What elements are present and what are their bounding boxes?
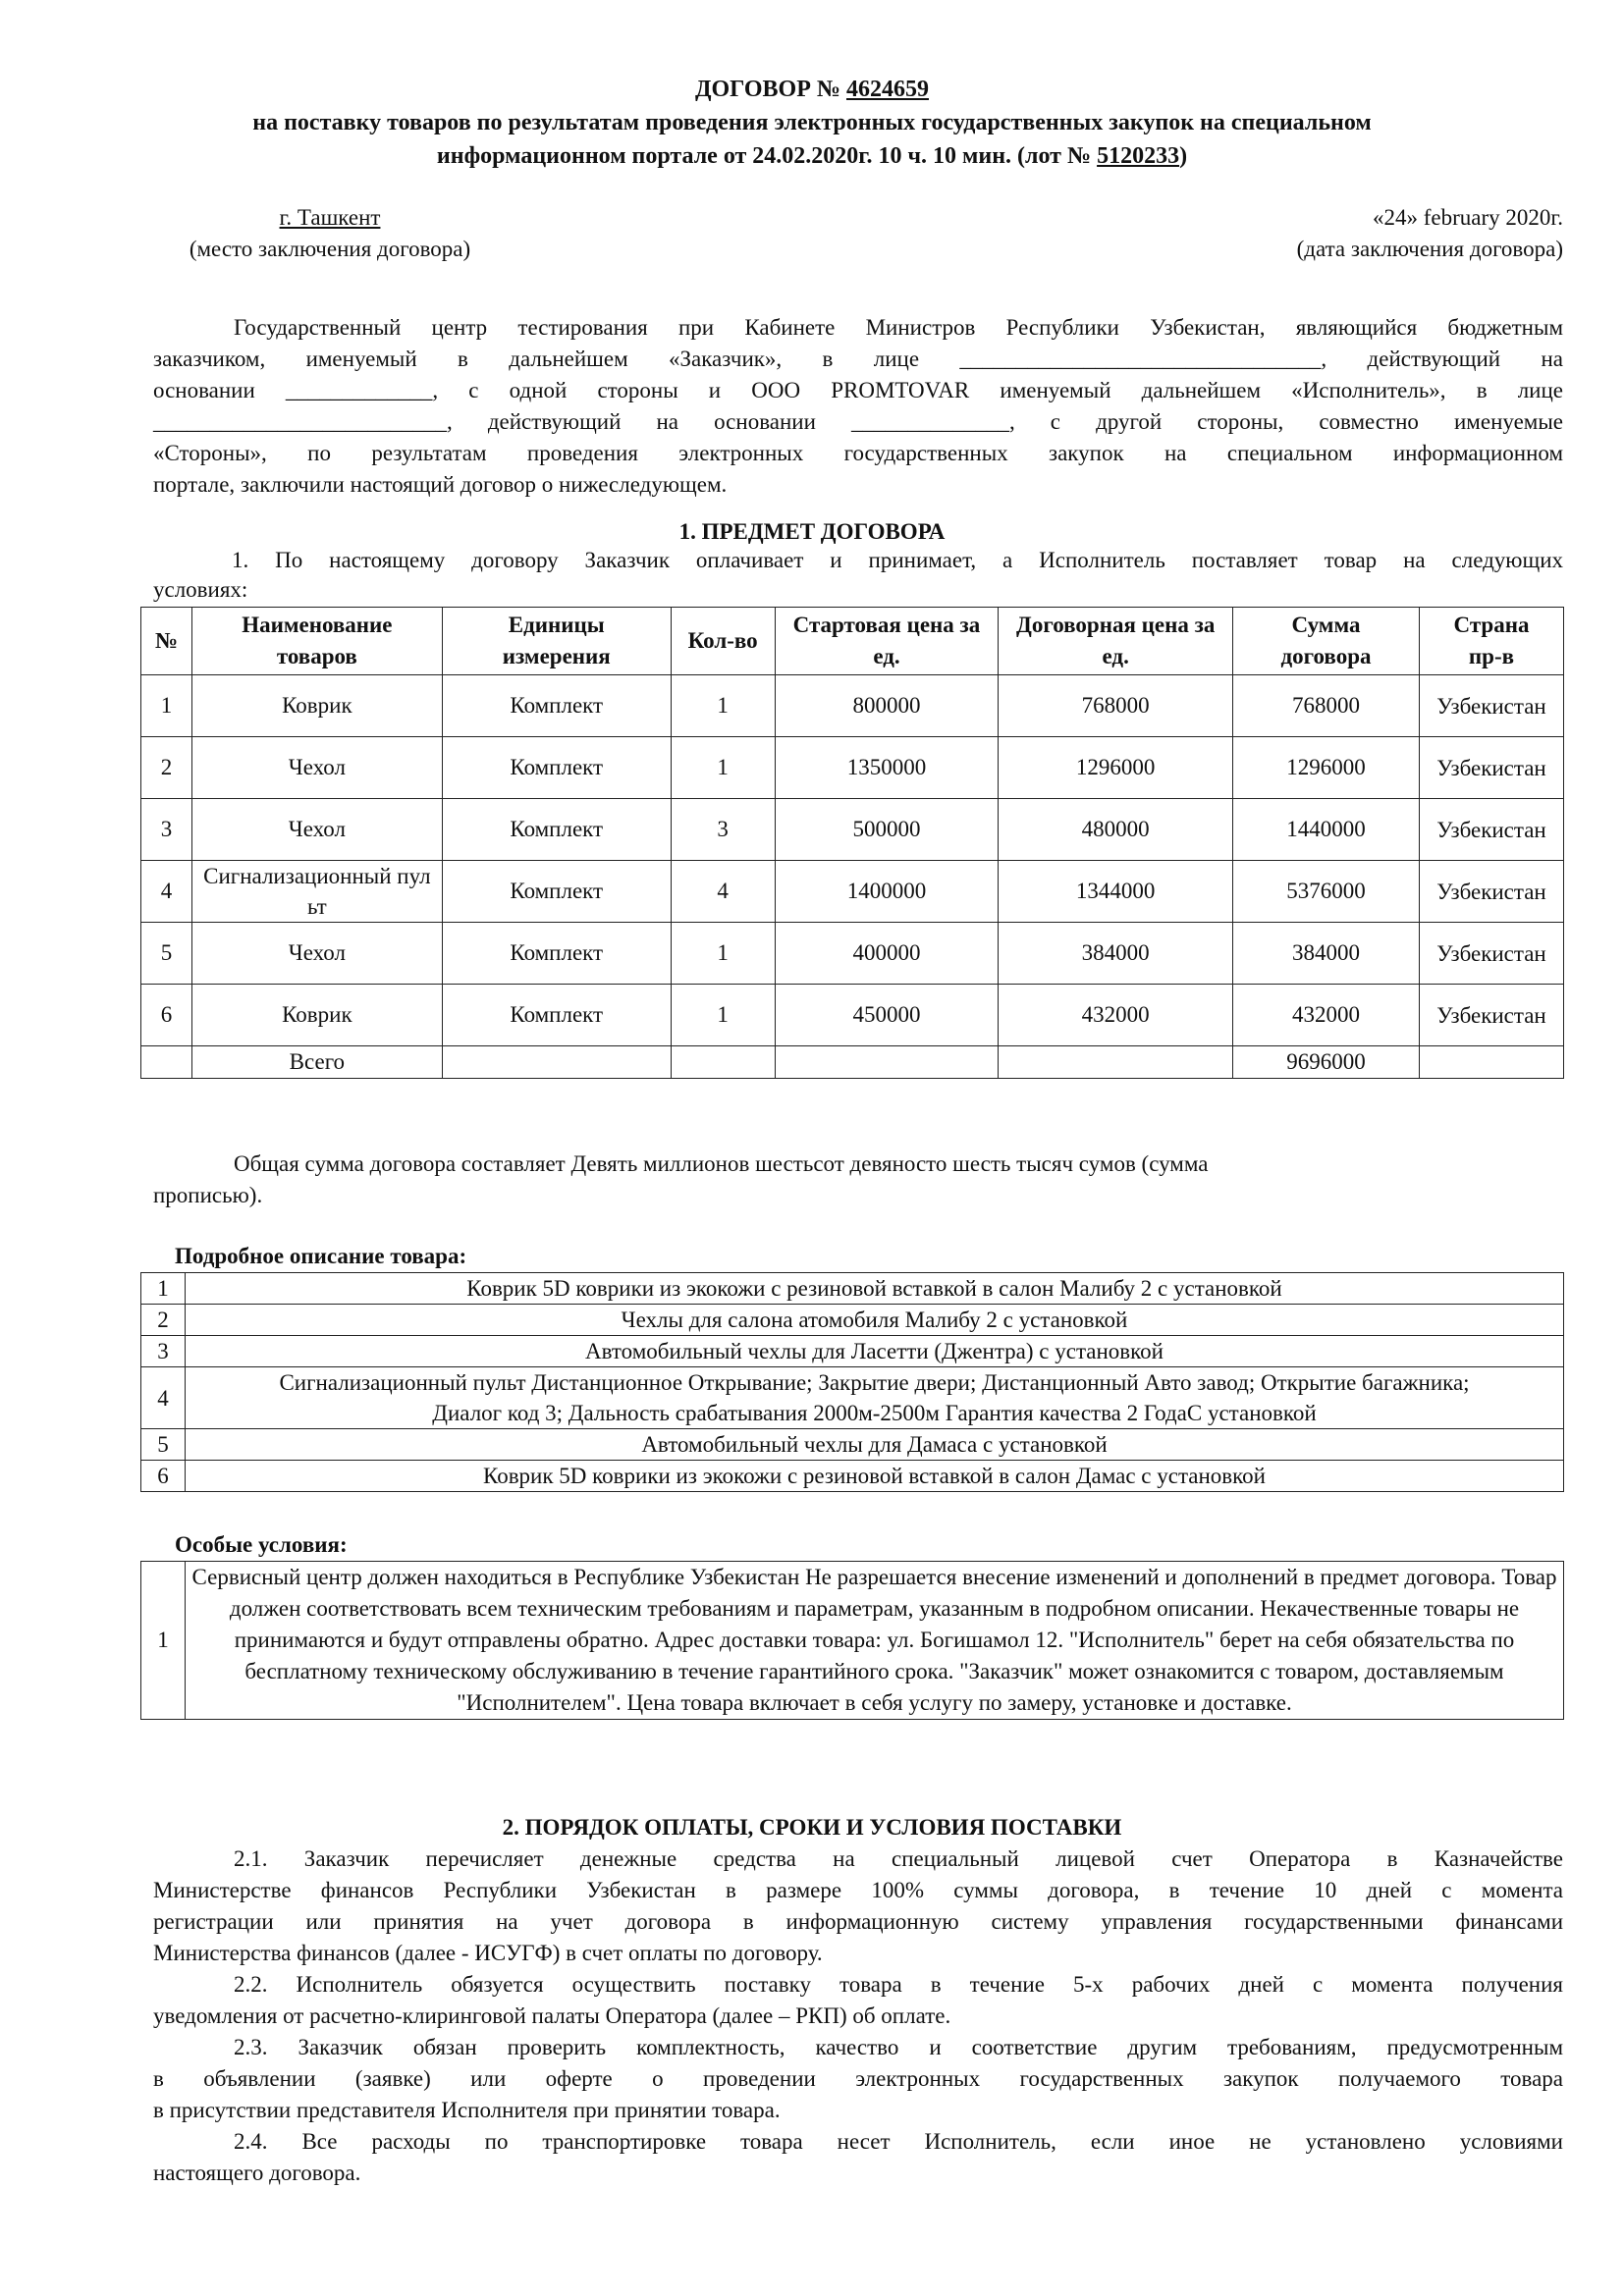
col-header-contract-price: Договорная цена за ед.: [999, 608, 1233, 675]
table-row: 2 Чехол Комплект 1 1350000 1296000 1296000 Узбекистан: [141, 737, 1564, 799]
contract-title: ДОГОВОР № 4624659: [695, 77, 929, 102]
col-header-unit: Единицы измерения: [442, 608, 671, 675]
section1-title: 1. ПРЕДМЕТ ДОГОВОРА: [678, 519, 946, 544]
intro-line: «Стороны», по результатам проведения электронных государственных закупок на специальном информационном: [153, 441, 1563, 465]
description-table: [140, 1272, 1564, 1492]
intro-line: основании _____________, с одной стороны и ООО PROMTOVAR именуемый дальнейшем «Исполнитель», в лице: [153, 378, 1563, 402]
table-row: 4 Сигнализационный пульт Комплект 4 1400000 1344000 5376000 Узбекистан: [141, 861, 1564, 923]
description-title: Подробное описание товара:: [175, 1244, 467, 1268]
contract-subtitle-line2: информационном портале от 24.02.2020г. 10 ч. 10 мин. (лот № 5120233): [436, 143, 1188, 169]
section1-paragraph: [153, 546, 1563, 605]
goods-table: [140, 607, 1564, 1079]
contract-subtitle-line1: на поставку товаров по результатам проведения электронных государственных закупок на специальном: [252, 110, 1372, 135]
contract-title-block: [147, 73, 1477, 173]
table-row: 1 Коврик 5D коврики из экокожи с резиновой вставкой в салон Малибу 2 с установкой: [141, 1273, 1564, 1305]
intro-line: __________________________, действующий на основании ______________, с другой стороны, совместно именуемые: [153, 409, 1563, 434]
goods-table-header: [141, 608, 1564, 675]
table-row: 4 Сигнализационный пульт Дистанционное Открывание; Закрытие двери; Дистанционный Авто завод; Открытие багажника; Диалог код 3; Дальность срабатывания 2000м-2500м Гарантия качества 2 ГодаС установкой: [141, 1367, 1564, 1429]
total-value: 9696000: [1233, 1046, 1420, 1079]
section2-body: 2.1. Заказчик перечисляет денежные средства на специальный лицевой счет Оператора в Казначействе Министерстве финансов Республики Узбекистан в размере 100% суммы договора, в течение 10 дней с момента регистрации или принятия на учет договора в информационную систему управления государственными финансами Министерства финансов (далее - ИСУГФ) в счет оплаты по договору. 2.2. Исполнитель обязуется осуществить поставку товара в течение 5-х рабочих дней с момента получения уведомления от расчетно-клиринговой палаты Оператора (далее – РКП) об оплате. 2.3. Заказчик обязан проверить комплектность, качество и соответствие другим требованиям, предусмотренным в объявлении (заявке) или оферте о проведении электронных государственных закупок получаемого товара в присутствии представителя Исполнителя при принятии товара. 2.4. Все расходы по транспортировке товара несет Исполнитель, если иное не установлено условиями настоящего договора.: [153, 1846, 1563, 2185]
special-conditions-text: Сервисный центр должен находиться в Республике Узбекистан Не разрешается внесение изменений и дополнений в предмет договора. Товар должен соответствовать всем техническим требованиям и параметрам, указанным в подробном описании. Некачественные товары не принимаются и будут отправлены обратно. Адрес доставки товара: ул. Богишамол 12. "Исполнитель" берет на себя обязательства по бесплатному техническому обслуживанию в течение гарантийного срока. "Заказчик" может ознакомится с товаром, доставляемым "Исполнителем". Цена товара включает в себя услугу по замеру, установке и доставке.: [186, 1562, 1564, 1720]
intro-paragraph: [153, 312, 1563, 501]
total-row: [141, 1046, 1564, 1079]
section1-line: 1. По настоящему договору Заказчик оплачивает и принимает, а Исполнитель поставляет товар на следующих: [232, 548, 1563, 572]
col-header-no: №: [141, 608, 192, 675]
table-row: 6 Коврик 5D коврики из экокожи с резиновой вставкой в салон Дамас с установкой: [141, 1461, 1564, 1492]
intro-line: заказчиком, именуемый в дальнейшем «Заказчик», в лице ________________________________, действующий на: [153, 347, 1563, 371]
special-conditions-title: Особые условия:: [175, 1532, 348, 1557]
col-header-country: Страна пр-в: [1419, 608, 1563, 675]
table-row: 3 Автомобильный чехлы для Ласетти (Джентра) с установкой: [141, 1336, 1564, 1367]
contract-number: 4624659: [845, 77, 929, 102]
table-row: 1 Коврик Комплект 1 800000 768000 768000 Узбекистан: [141, 675, 1564, 737]
special-conditions-table: [140, 1561, 1564, 1720]
table-row: 6 Коврик Комплект 1 450000 432000 432000 Узбекистан: [141, 985, 1564, 1046]
date-value: «24» february 2020г.: [1373, 205, 1563, 230]
section2-title: 2. ПОРЯДОК ОПЛАТЫ, СРОКИ И УСЛОВИЯ ПОСТАВКИ: [502, 1815, 1122, 1840]
col-header-start-price: Стартовая цена за ед.: [775, 608, 999, 675]
table-row: 5 Автомобильный чехлы для Дамаса с установкой: [141, 1429, 1564, 1461]
col-header-name: Наименование товаров: [191, 608, 442, 675]
table-row: 2 Чехлы для салона атомобиля Малибу 2 с установкой: [141, 1305, 1564, 1336]
total-sum-text: Общая сумма договора составляет Девять миллионов шестьсот девяносто шесть тысяч сумов (сумма прописью).: [153, 1151, 1209, 1207]
intro-line: портале, заключили настоящий договор о нижеследующем.: [153, 472, 728, 497]
place-value: г. Ташкент: [279, 205, 381, 230]
contract-place: [153, 202, 507, 265]
section1-line: условиях:: [153, 577, 248, 602]
lot-number: 5120233: [1097, 143, 1180, 169]
place-caption: (место заключения договора): [189, 237, 471, 261]
table-row: 3 Чехол Комплект 3 500000 480000 1440000 Узбекистан: [141, 799, 1564, 861]
total-label: Всего: [191, 1046, 442, 1079]
col-header-qty: Кол-во: [671, 608, 775, 675]
intro-line: Государственный центр тестирования при Кабинете Министров Республики Узбекистан, являющийся бюджетным: [234, 315, 1563, 340]
date-caption: (дата заключения договора): [1296, 237, 1563, 261]
table-row: 5 Чехол Комплект 1 400000 384000 384000 Узбекистан: [141, 923, 1564, 985]
col-header-sum: Сумма договора: [1233, 608, 1420, 675]
table-row: 1 Сервисный центр должен находиться в Республике Узбекистан Не разрешается внесение изменений и дополнений в предмет договора. Товар должен соответствовать всем техническим требованиям и параметрам, указанным в подробном описании. Некачественные товары не принимаются и будут отправлены обратно. Адрес доставки товара: ул. Богишамол 12. "Исполнитель" берет на себя обязательства по бесплатному техническому обслуживанию в течение гарантийного срока. "Заказчик" может ознакомится с товаром, доставляемым "Исполнителем". Цена товара включает в себя услугу по замеру, установке и доставке.: [141, 1562, 1564, 1720]
contract-date: [1218, 202, 1563, 265]
